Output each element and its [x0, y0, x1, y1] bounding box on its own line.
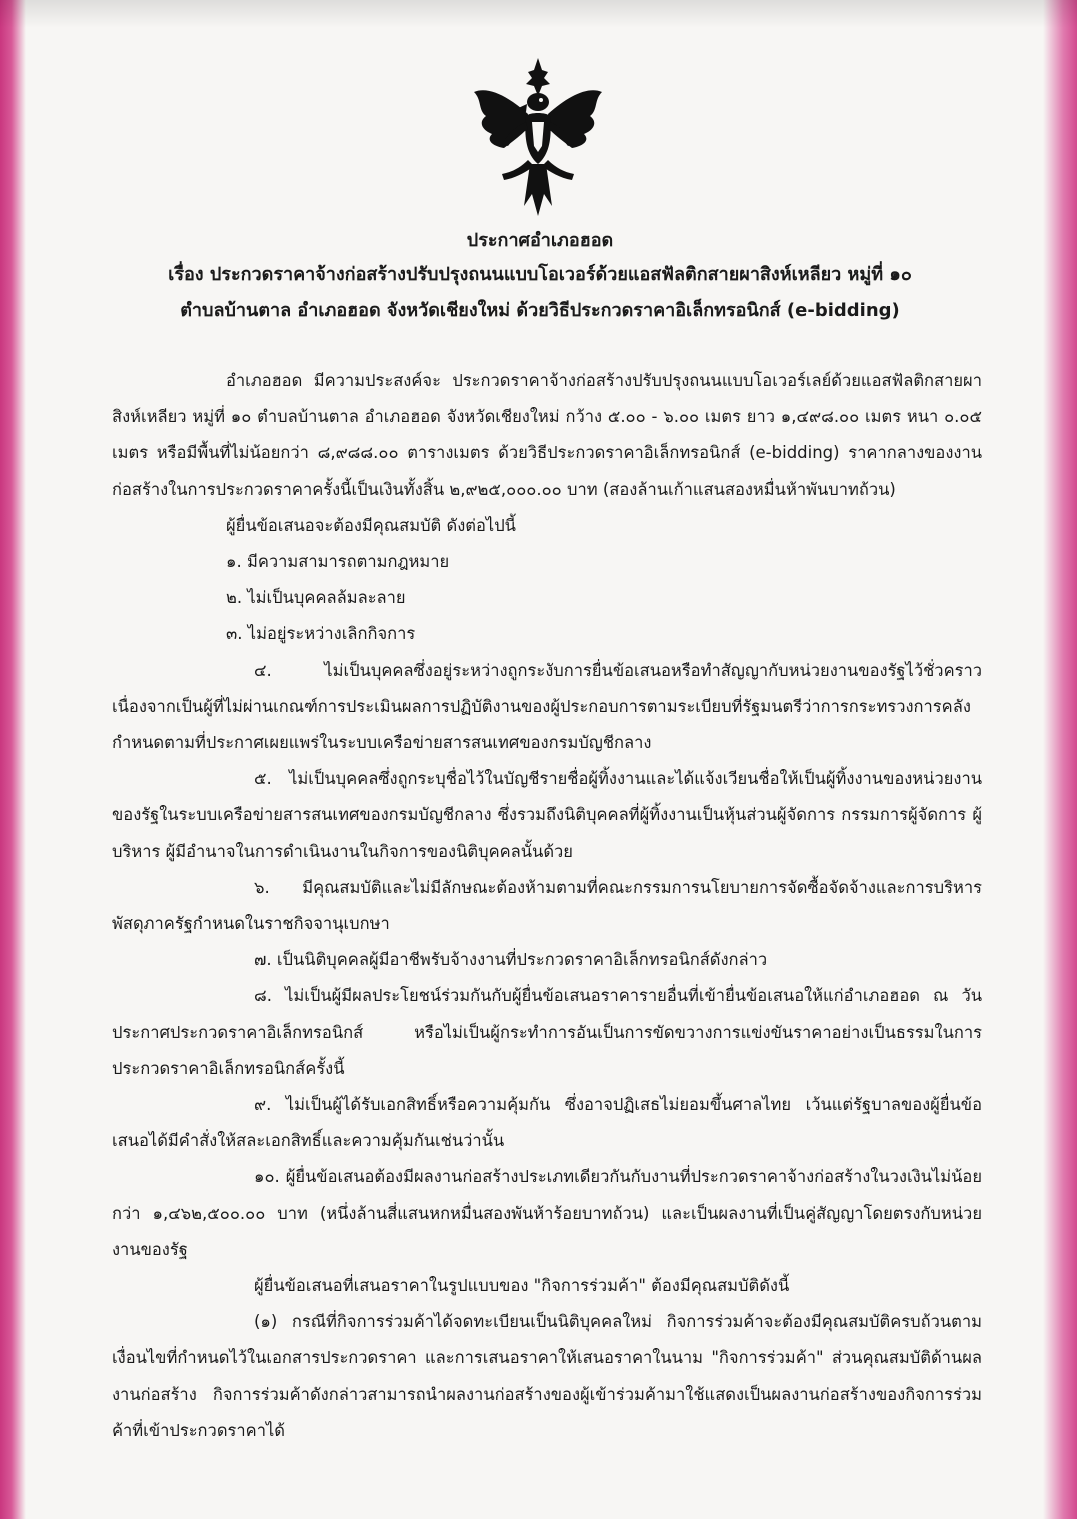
qualification-item: ๒. ไม่เป็นบุคคลล้มละลาย — [226, 588, 406, 608]
subject-line-1: เรื่อง ประกวดราคาจ้างก่อสร้างปรับปรุงถนนแบบโอเวอร์ด้วยแอสฟัลติกสายผาสิงห์เหลียว หมู่ที่ ๑๐ — [168, 264, 912, 285]
qualification-item: ๔. ไม่เป็นบุคคลซึ่งอยู่ระหว่างถูกระงับการยื่นข้อเสนอหรือทำสัญญากับหน่วยงานของรัฐไว้ชั่วคราว เนื่องจากเป็นผู้ที่ไม่ผ่านเกณฑ์การประเมินผลการปฏิบัติงานของผู้ประกอบการตามระเบียบที่รัฐมนตรีว่าการกระทรวงการคลังกำหนดตามที่ประกาศเผยแพร่ในระบบเครือข่ายสารสนเทศของกรมบัญชีกลาง — [112, 660, 982, 753]
qualification-item: ๙. ไม่เป็นผู้ได้รับเอกสิทธิ์หรือความคุ้มกัน ซึ่งอาจปฏิเสธไม่ยอมขึ้นศาลไทย เว้นแต่รัฐบาลของผู้ยื่นข้อเสนอได้มีคำสั่งให้สละเอกสิทธิ์และความคุ้มกันเช่นว่านั้น — [112, 1095, 982, 1151]
qualification-item: ๕. ไม่เป็นบุคคลซึ่งถูกระบุชื่อไว้ในบัญชีรายชื่อผู้ทิ้งงานและได้แจ้งเวียนชื่อให้เป็นผู้ทิ้งงานของหน่วยงานของรัฐในระบบเครือข่ายสารสนเทศของกรมบัญชีกลาง ซึ่งรวมถึงนิติบุคคลที่ผู้ทิ้งงานเป็นหุ้นส่วนผู้จัดการ กรรมการผู้จัดการ ผู้บริหาร ผู้มีอำนาจในการดำเนินงานในกิจการของนิติบุคคลนั้นด้วย — [112, 769, 982, 861]
garuda-emblem-icon — [468, 56, 608, 220]
qualification-item: ๑. มีความสามารถตามกฎหมาย — [226, 552, 450, 572]
scan-top-shadow — [0, 0, 1077, 28]
qualification-item: ๗. เป็นนิติบุคคลผู้มีอาชีพรับจ้างงานที่ประกวดราคาอิเล็กทรอนิกส์ดังกล่าว — [254, 950, 768, 970]
joint-venture-heading: ผู้ยื่นข้อเสนอที่เสนอราคาในรูปแบบของ "กิจการร่วมค้า" ต้องมีคุณสมบัติดังนี้ — [254, 1276, 790, 1296]
document-body — [112, 363, 982, 1449]
joint-venture-case-1: (๑) กรณีที่กิจการร่วมค้าได้จดทะเบียนเป็นนิติบุคคลใหม่ กิจการร่วมค้าจะต้องมีคุณสมบัติครบถ้วนตามเงื่อนไขที่กำหนดไว้ในเอกสารประกวดราคา และการเสนอราคาให้เสนอราคาในนาม "กิจการร่วมค้า" ส่วนคุณสมบัติด้านผลงานก่อสร้าง กิจการร่วมค้าดังกล่าวสามารถนำผลงานก่อสร้างของผู้เข้าร่วมค้ามาใช้แสดงเป็นผลงานก่อสร้างของกิจการร่วมค้าที่เข้าประกวดราคาได้ — [112, 1312, 982, 1440]
subject-line-2: ตำบลบ้านตาล อำเภอฮอด จังหวัดเชียงใหม่ ด้วยวิธีประกวดราคาอิเล็กทรอนิกส์ (e-bidding) — [180, 300, 900, 321]
intro-paragraph: อำเภอฮอด มีความประสงค์จะ ประกวดราคาจ้างก่อสร้างปรับปรุงถนนแบบโอเวอร์เลย์ด้วยแอสฟัลติกสายผาสิงห์เหลียว หมู่ที่ ๑๐ ตำบลบ้านตาล อำเภอฮอด จังหวัดเชียงใหม่ กว้าง ๕.๐๐ - ๖.๐๐ เมตร ยาว ๑,๔๙๘.๐๐ เมตร หนา ๐.๐๕ เมตร หรือมีพื้นที่ไม่น้อยกว่า ๘,๙๘๘.๐๐ ตารางเมตร ด้วยวิธีประกวดราคาอิเล็กทรอนิกส์ (e-bidding) ราคากลางของงานก่อสร้างในการประกวดราคาครั้งนี้เป็นเงินทั้งสิ้น ๒,๙๒๕,๐๐๐.๐๐ บาท (สองล้านเก้าแสนสองหมื่นห้าพันบาทถ้วน) — [112, 371, 982, 499]
qualification-item: ๖. มีคุณสมบัติและไม่มีลักษณะต้องห้ามตามที่คณะกรรมการนโยบายการจัดซื้อจัดจ้างและการบริหารพัสดุภาครัฐกำหนดในราชกิจจานุเบกษา — [112, 877, 982, 934]
scan-edge-right — [1043, 0, 1077, 1519]
scan-edge-left — [0, 0, 26, 1519]
qualification-item: ๓. ไม่อยู่ระหว่างเลิกกิจการ — [226, 624, 416, 644]
qualification-item: ๘. ไม่เป็นผู้มีผลประโยชน์ร่วมกันกับผู้ยื่นข้อเสนอราคารายอื่นที่เข้ายื่นข้อเสนอให้แก่อำเภอฮอด ณ วันประกาศประกวดราคาอิเล็กทรอนิกส์ หรือไม่เป็นผู้กระทำการอันเป็นการขัดขวางการแข่งขันราคาอย่างเป็นธรรมในการประกวดราคาอิเล็กทรอนิกส์ครั้งนี้ — [112, 986, 982, 1078]
document-title: ประกาศอำเภอฮอด — [466, 230, 614, 251]
qualification-heading: ผู้ยื่นข้อเสนอจะต้องมีคุณสมบัติ ดังต่อไปนี้ — [226, 515, 516, 535]
qualification-item: ๑๐. ผู้ยื่นข้อเสนอต้องมีผลงานก่อสร้างประเภทเดียวกันกับงานที่ประกวดราคาจ้างก่อสร้างในวงเงินไม่น้อยกว่า ๑,๔๖๒,๕๐๐.๐๐ บาท (หนึ่งล้านสี่แสนหกหมื่นสองพันห้าร้อยบาทถ้วน) และเป็นผลงานที่เป็นคู่สัญญาโดยตรงกับหน่วยงานของรัฐ — [112, 1167, 982, 1259]
